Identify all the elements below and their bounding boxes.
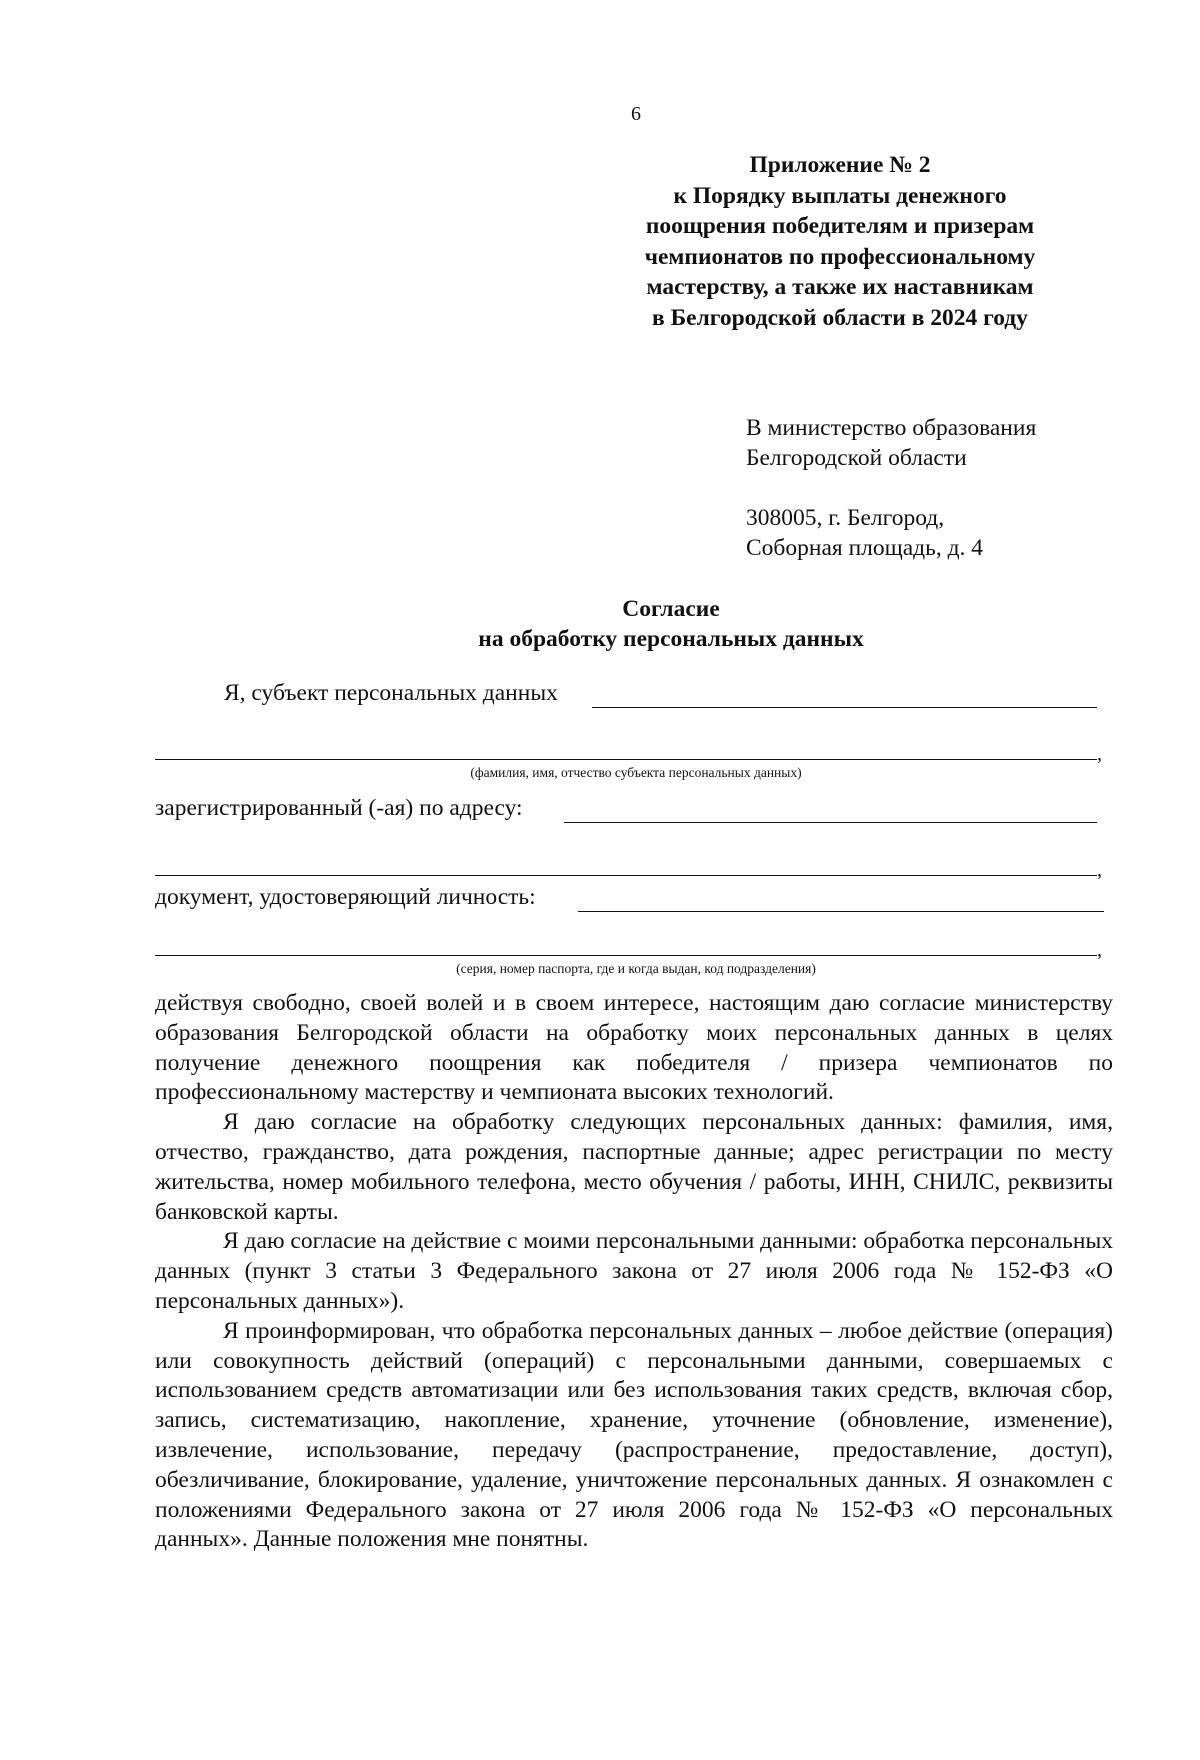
recipient-spacer: [746, 473, 1036, 503]
subject-name-field[interactable]: [592, 707, 1097, 708]
address-field-continuation[interactable]: [155, 875, 1097, 876]
appendix-line: чемпионатов по профессиональному: [644, 243, 1036, 270]
consent-paragraph: Я даю согласие на действие с моими персональными данными: обработка персональных данных (пункт 3 статьи 3 Федерального закона от 27 июля 2006 года № 152-ФЗ «О персональных данных»).: [155, 1228, 1113, 1314]
subject-label: Я, субъект персональных данных: [224, 680, 558, 706]
title-line: Согласие: [622, 596, 720, 622]
page-number: 6: [631, 103, 641, 125]
appendix-line: мастерству, а также их наставникам: [646, 274, 1034, 300]
appendix-line: Приложение № 2: [749, 152, 931, 178]
address-label: зарегистрированный (-ая) по адресу:: [155, 795, 523, 821]
appendix-header: [600, 150, 1080, 333]
recipient-line: Белгородской области: [746, 445, 967, 471]
appendix-line: к Порядку выплаты денежного: [673, 182, 1007, 209]
recipient-line: В министерство образования: [746, 415, 1037, 441]
comma: ,: [1097, 859, 1102, 881]
consent-paragraph: действуя свободно, своей волей и в своем интересе, настоящим даю согласие министерству образования Белгородской области на обработку моих персональных данных в целях получение денежного поощрения как победителя / призера чемпионатов по профессиональному мастерству и чемпионата высоких технологий.: [155, 990, 1113, 1106]
appendix-line: в Белгородской области в 2024 году: [652, 304, 1028, 331]
subject-name-field-continuation[interactable]: [155, 759, 1097, 760]
document-caption: (серия, номер паспорта, где и когда выдан, код подразделения): [456, 961, 816, 976]
recipient-block: [746, 413, 1036, 563]
comma: ,: [1097, 939, 1102, 961]
address-field[interactable]: [564, 822, 1097, 823]
name-caption: (фамилия, имя, отчество субъекта персональных данных): [470, 765, 802, 780]
appendix-line: поощрения победителям и призерам: [645, 213, 1035, 239]
title-line: на обработку персональных данных: [478, 626, 864, 652]
recipient-address-line: Соборная площадь, д. 4: [746, 535, 984, 561]
consent-paragraph: Я проинформирован, что обработка персональных данных – любое действие (операция) или совокупность действий (операций) с персональными данными, совершаемых с использованием средств автоматизации или без использования таких средств, включая сбор, запись, систематизацию, накопление, хранение, уточнение (обновление, изменение), извлечение, использование, передачу (распространение, предоставление, доступ), обезличивание, блокирование, удаление, уничтожение персональных данных. Я ознакомлен с положениями Федерального закона от 27 июля 2006 года № 152-ФЗ «О персональных данных». Данные положения мне понятны.: [155, 1317, 1113, 1553]
document-title: [0, 594, 1200, 654]
consent-paragraph: Я даю согласие на обработку следующих персональных данных: фамилия, имя, отчество, гражданство, дата рождения, паспортные данные; адрес регистрации по месту жительства, номер мобильного телефона, место обучения / работы, ИНН, СНИЛС, реквизиты банковской карты.: [155, 1109, 1113, 1225]
document-field-continuation[interactable]: [155, 955, 1097, 956]
comma: ,: [1097, 743, 1102, 765]
document-field[interactable]: [578, 911, 1104, 912]
document-label: документ, удостоверяющий личность:: [155, 884, 536, 910]
consent-body: [155, 989, 1113, 1555]
recipient-address-line: 308005, г. Белгород,: [746, 505, 945, 531]
